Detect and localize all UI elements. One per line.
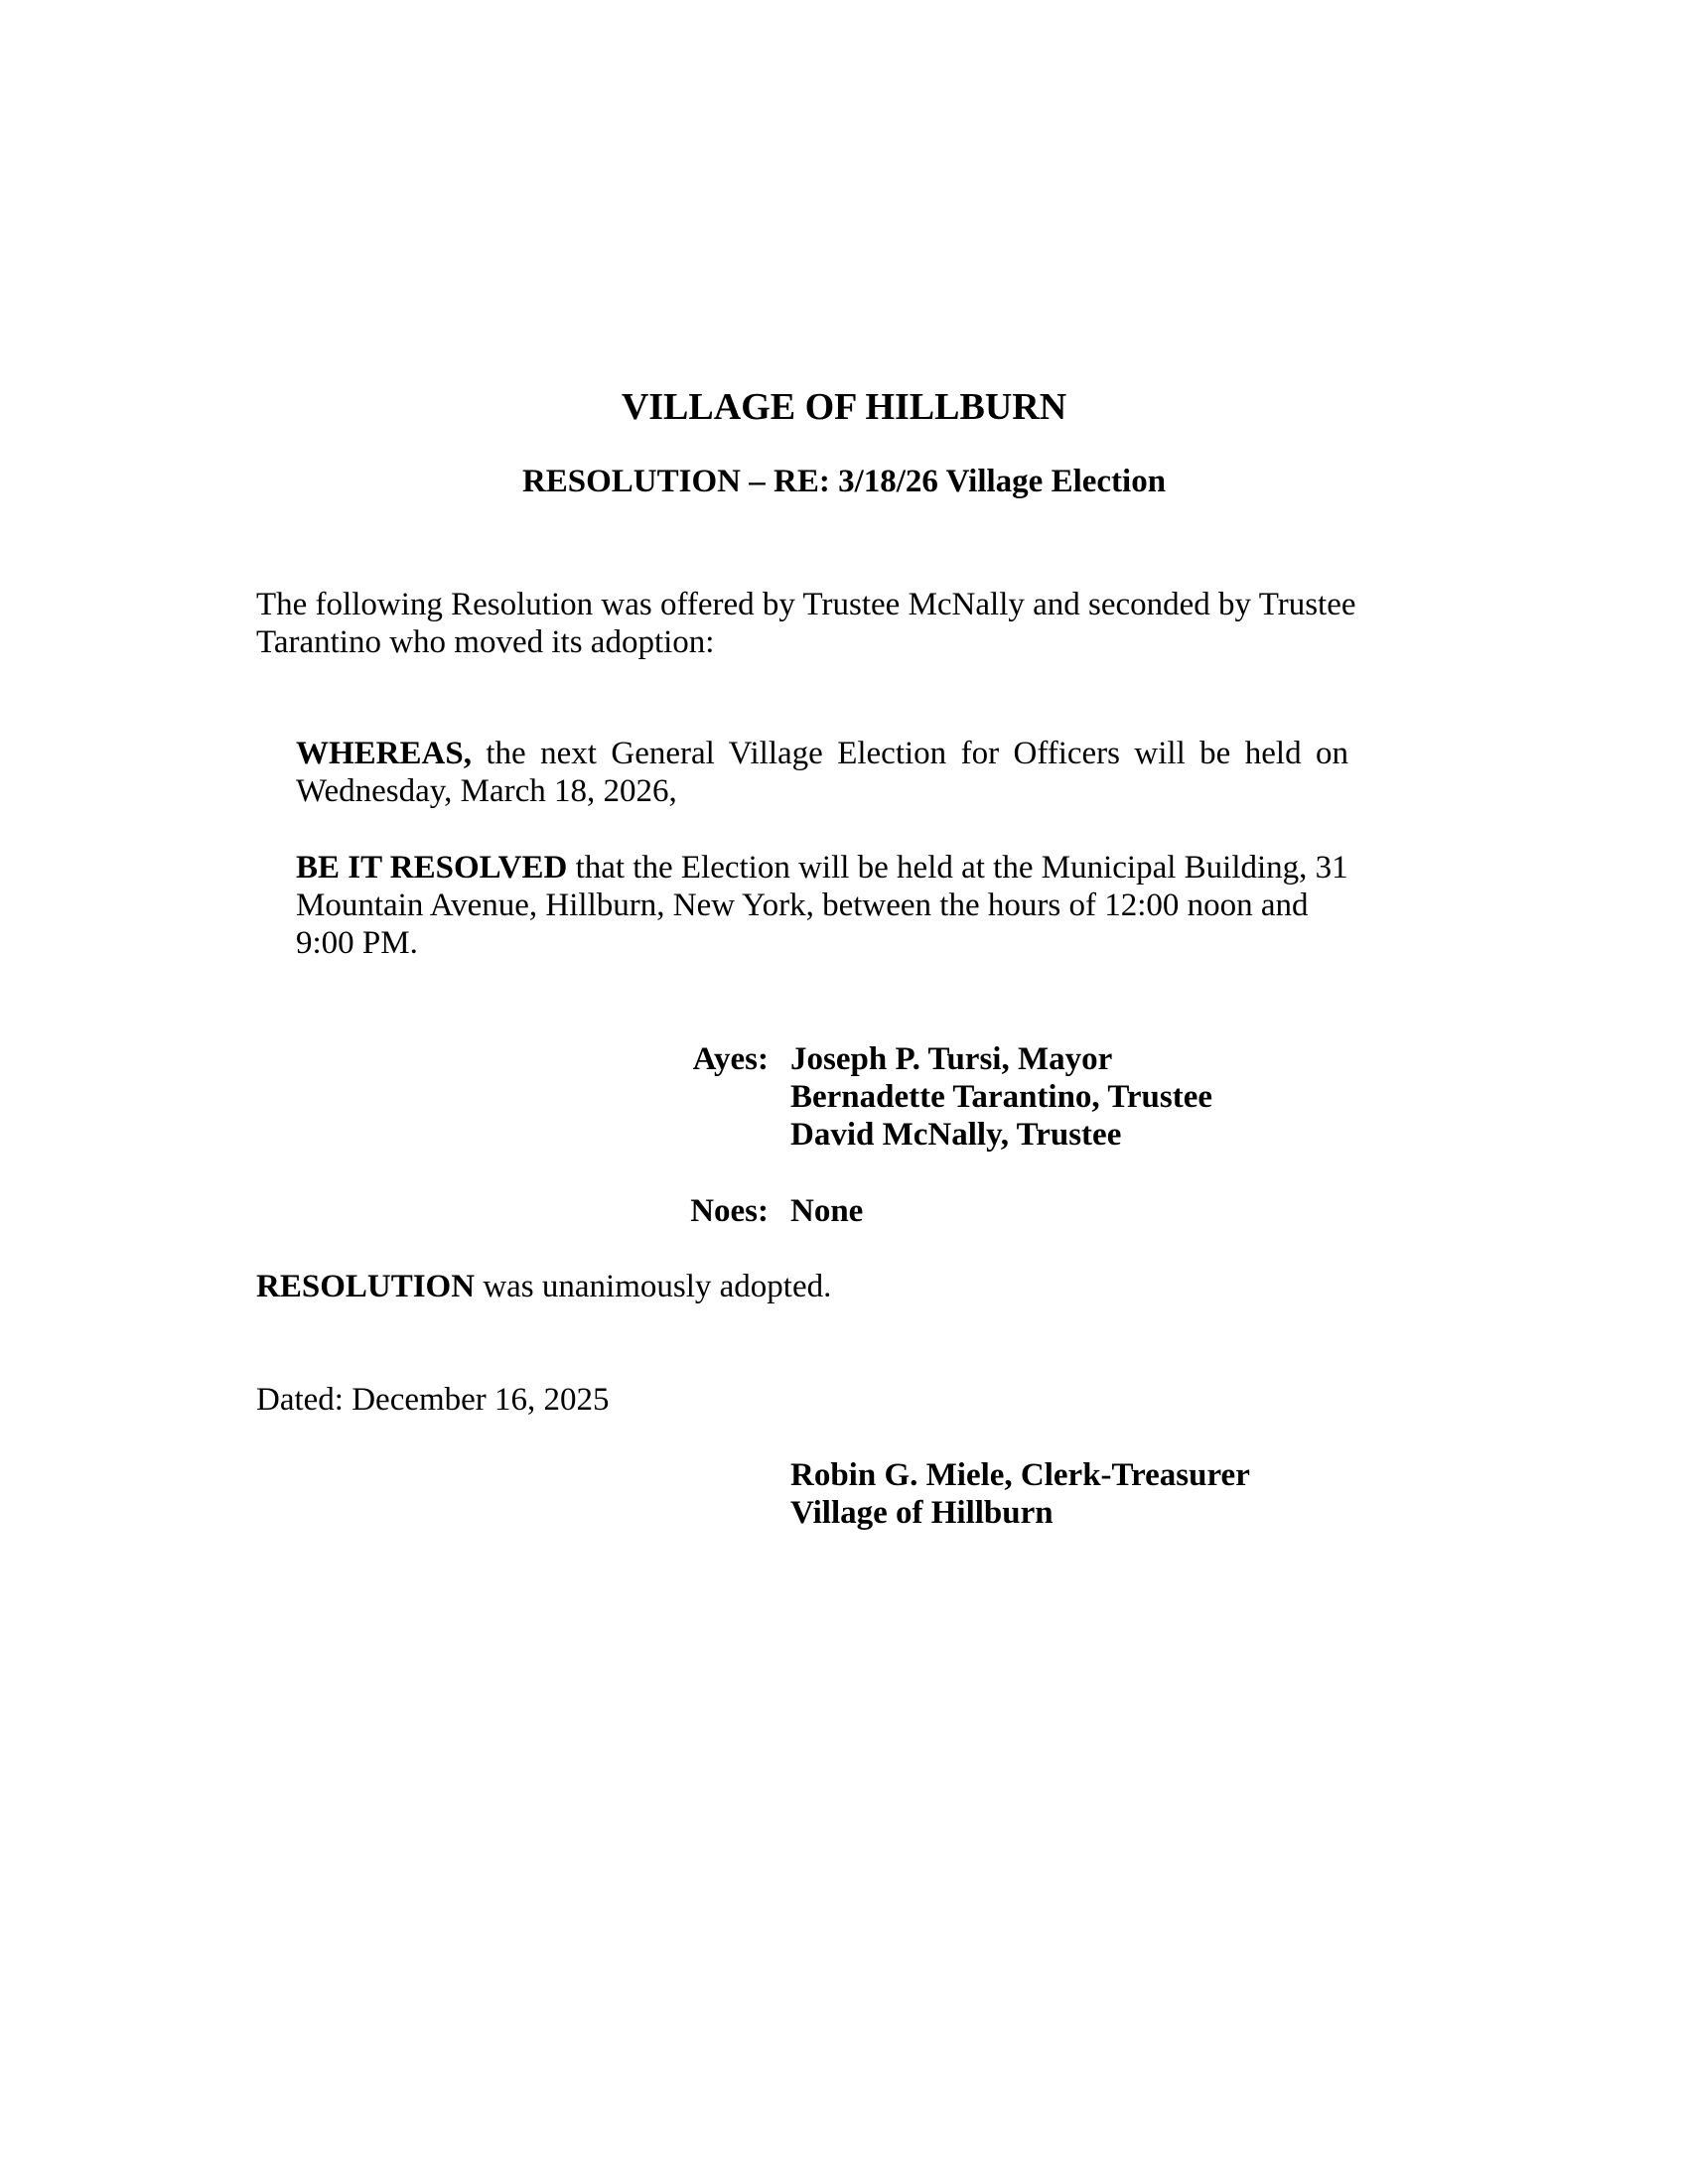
resolution-subtitle: RESOLUTION – RE: 3/18/26 Village Election — [521, 464, 1167, 499]
adoption-statement — [256, 1268, 1388, 1305]
aye-member: Joseph P. Tursi, Mayor — [790, 1041, 1113, 1077]
noes-value: None — [790, 1193, 864, 1229]
noes-label: Noes: — [690, 1193, 769, 1229]
intro-paragraph: The following Resolution was offered by Trustee McNally and seconded by Trustee Tarantino who moved its adoption: — [256, 587, 1356, 660]
resolved-text: that the Election will be held at the Municipal Building, 31 Mountain Avenue, Hillburn, New York, between the hours of 12:00 noon and 9:00 PM. — [296, 850, 1348, 961]
aye-member: David McNally, Trustee — [790, 1117, 1122, 1153]
aye-member: Bernadette Tarantino, Trustee — [790, 1079, 1213, 1115]
adoption-text: was unanimously adopted. — [475, 1269, 832, 1304]
whereas-lead: WHEREAS, — [296, 736, 472, 771]
document-title: VILLAGE OF HILLBURN — [621, 386, 1067, 428]
ayes-list — [790, 1040, 1212, 1154]
signatory-organization: Village of Hillburn — [790, 1495, 1054, 1531]
dated-line: Dated: December 16, 2025 — [256, 1382, 610, 1418]
whereas-text: the next General Village Election for Officers will be held on Wednesday, March 18, 2026, — [296, 736, 1348, 809]
signatory-name: Robin G. Miele, Clerk-Treasurer — [790, 1457, 1250, 1493]
signature-block — [790, 1456, 1250, 1532]
resolved-paragraph — [296, 849, 1348, 962]
resolved-lead: BE IT RESOLVED — [296, 850, 568, 886]
ayes-label: Ayes: — [692, 1041, 769, 1077]
adoption-lead: RESOLUTION — [256, 1269, 476, 1304]
whereas-paragraph — [296, 735, 1348, 810]
